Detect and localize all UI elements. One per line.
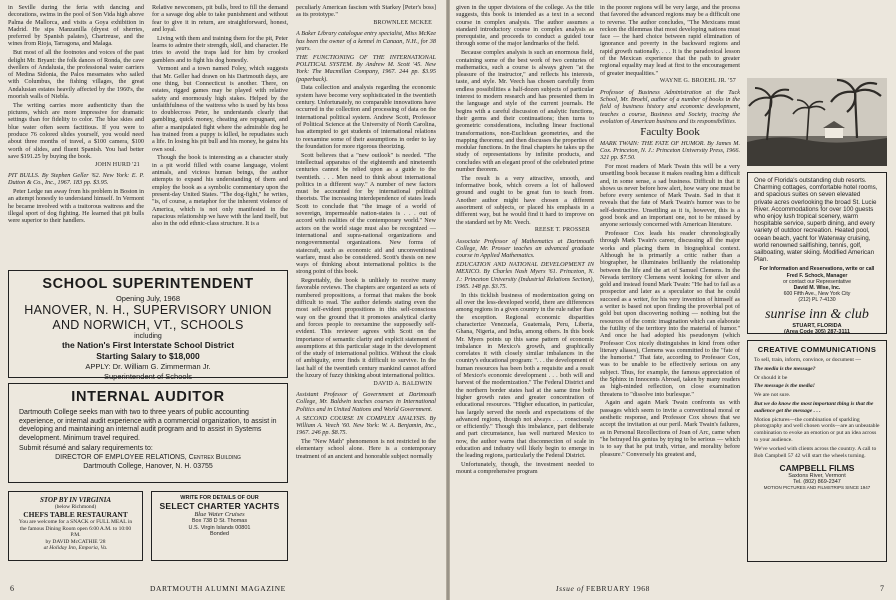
ad-text: To sell, train, inform, convince, or document —	[754, 357, 861, 363]
review-heading: MARK TWAIN: THE FATE OF HUMOR. By James M. Cox. Princeton, N. J.: Princeton University Press, 1966. 321 pp. $7.50.	[600, 139, 740, 162]
ad-text: Or should it be	[754, 374, 788, 381]
ad-salary: Starting Salary to $18,000	[96, 351, 200, 361]
ad-line: SELECT CHARTER YACHTS	[159, 501, 280, 511]
ad-text: We've worked with clients across the country. A call to Bob Campbell 57 42 will start the wheels turning.	[754, 445, 877, 459]
ad-title: sunrise inn & club	[765, 306, 869, 322]
text-paragraph: Scott believes that a "new outlook" is needed. "The intellectual apparatus of the eighteenth and nineteenth centuries cannot be relied upon as a guide to the twentieth. . . . Men need to think about international politics in a different way." A number of new factors must be accounted for by international political theorists. The increasing interdependence of states leads Scott to conclude that "the image of a world of sovereign, impermeable nation-states is . . . out of accord with realities of the contemporary world." New actors on the world stage must also be recognized — international and supra-national organizations and nongovernmental organizations. New forms of statecraft, such as economic aid and unconventional warfare, must also be considered. Scott's thesis on new ways of thinking about international politics is the strong point of this book.	[296, 151, 436, 276]
right-page	[450, 0, 896, 600]
ad-district-2: AND NORWICH, VT., SCHOOLS	[52, 318, 244, 332]
review-byline: JOHN HURD '21	[94, 161, 140, 168]
ad-tel: Tel. (802) 869-2347	[793, 479, 841, 486]
ad-info: For Information and Reservations, write or call	[759, 266, 875, 273]
superintendent-ad	[8, 270, 288, 381]
ad-info: David M. Wise, Inc.	[793, 285, 841, 292]
charter-yachts-ad	[151, 491, 288, 561]
review-heading: A SECOND COURSE IN COMPLEX ANALYSIS. By William A. Veech '60. New York: W. A. Benjamin, Inc., 1967. 246 pp. $8.75.	[296, 414, 436, 437]
review-byline: DAVID A. BALDWIN	[373, 380, 432, 387]
text-paragraph: Professor Cox leads his reader chronologically through Mark Twain's career, discussing all the major works and placing them in biographical context. Although he is primarily a critic rather than a biographer, he illuminates brilliantly the relationship between the life and the art of Samuel Clemens. In the Nevada territory Clemens went looking for silver and gold and instead found Mark Twain: "He had to fail as a prospector and later as a speculator so that he could succeed as a writer, for his very invention of himself as a writer is based not upon finding the proverbial pot of gold but upon discovering nothing — nothing but the resources of the comic imagination which can elaborate the futility of the territory into the material of humor." And once he had adopted his pseudonym (which Professor Cox nicely distinguishes in kind from other literary aliases), Clemens was committed to the "fate of the humorist." That fate, according to Professor Cox, was to be unable to be effectively serious on any subject. Thus, for example, the famous appreciation of the Sphinx in Innocents Abroad, taken by many readers as high-minded reflection, on close examination threatens to "dissolve into burlesque."	[600, 230, 740, 398]
ad-line: You are welcome for a SNACK or FULL MEAL in the famous Dining Room open 6:00 A.M. to 10:00 P.M.	[18, 519, 133, 538]
text-paragraph: peculiarly American fascism with Starkey [Peter's boss] as its prototype."	[296, 4, 436, 19]
ad-including: including	[134, 333, 162, 340]
text-paragraph: Though the book is interesting as a character study in a pit world filled with coarse language, violent animals, and vicious human beings, the author attempts to expand his understanding of them and employ the book as a symbolic commentary upon the present-day United States. "The dog-fight," he writes, "is, of course, a metaphor for the inherent violence of America, which is not only manifested in the rapacious relationship we have with the land itself, but also in the odd ethnic-class structure. It is a	[152, 154, 288, 228]
text-paragraph: given in the upper divisions of the college. As the title suggests, this book is intended as a text in a second course in complex analysis. The author assumes a standard introductory course in complex analysis as prerequisite, and proceeds to conduct a guided tour through some of the major landmarks of the field.	[456, 4, 594, 48]
ad-text: But we do know the most important thing is that the audience get the message . . .	[754, 400, 874, 414]
text-paragraph: Relative newcomers, pit bulls, bred to fill the demand for a savage dog able to take punishment and without fear to give it in return, are straightforward, honest, and loyal.	[152, 4, 288, 33]
footer-title: DARTMOUTH ALUMNI MAGAZINE	[150, 584, 286, 593]
ad-apply: APPLY: Dr. William G. Zimmerman Jr.	[85, 362, 211, 371]
ad-line: CHEFS TABLE RESTAURANT	[23, 510, 128, 519]
left-column-2	[152, 4, 288, 266]
ad-company: CAMPBELL FILMS	[779, 463, 855, 474]
left-column-1	[8, 4, 144, 266]
text-paragraph: The "New Math" phenomenon is not restricted to the elementary school alone. Here is a contemporary treatment of an ancient and honorable subject normally	[296, 437, 436, 460]
ad-title: INTERNAL AUDITOR	[71, 389, 225, 405]
text-paragraph: But most of all the footnotes and voices of the past delight Mr. Bryant: the folk dances of Ronda, the cave dwellers of Andalusia, the professional water carriers of Medina Sidonia, the Palos messmates who sailed with Columbus, the fishing villages, the great Andalusian estates heavily affected by the 1960's, the moorish walls of Niebla.	[8, 49, 144, 101]
ad-role: Superintendent of Schools	[104, 371, 192, 381]
text-paragraph: in Seville during the feria with dancing and decorations, swims in the pool of Son Vida high above Palma de Mallorca, and visits a Goya exhibition in Madrid. He sips Manzanilla (dryest of sherries, preferred by Spanish palates), Chartreuse, and the wines from Rioja, Tarragona, and Malaga.	[8, 4, 144, 48]
ad-line: U.S. Virgin Islands 00801	[188, 524, 251, 531]
ad-place: Saxtons River, Vermont	[788, 473, 846, 480]
sunrise-inn-ad	[747, 172, 887, 334]
ad-title: SCHOOL SUPERINTENDENT	[42, 276, 254, 292]
text-paragraph: For most readers of Mark Twain this will be a very unsettling book because it makes reading him a difficult and, in some sense, a sad business. Difficult in that it shows us never before how alert, how wary one must be before every sentence of Mark Twain. Sad in that it reveals that the fate of Mark Twain's humor was to be self-destructive. Unsettling as it is, however, this is a good book and an important one, not to be missed by anyone seriously concerned with American literature.	[600, 162, 740, 229]
reviewer-note: A Baker Library catalogue entry specialist, Miss McKee has been the owner of a kennel in Canaan, N.H., for 38 years.	[296, 30, 436, 52]
ad-info: 600 Fifth Ave., New York City	[783, 291, 851, 298]
ad-intro: One of Florida's outstanding club resorts. Charming cottages, comfortable hotel rooms, and spacious suites on seven elevated private acres overlooking the broad St. Lucie River. Accommodations for over 100 guests who enjoy lush tropical scenery, warm hospitable service, superb dining, and every variety of outdoor recreation. Heated pool, ocean beach, yacht for Waterway cruising, world renowned sailfishing, tennis, golf, sailboating, water skiing. Modified American Plan.	[754, 177, 878, 264]
ad-line: STOP BY IN VIRGINIA	[39, 496, 112, 504]
text-paragraph: Living with them and training them for the pit, Peter learns to admire their strength, skill, and character. He tries to avoid the traps laid for him by crooked gamblers and to fight his dog honestly.	[152, 34, 288, 64]
ad-nation: the Nation's First Interstate School District	[61, 340, 235, 350]
ad-line: Blue Water Cruises	[194, 511, 245, 518]
reviewer-note: Associate Professor of Mathematics at Dartmouth College, Mr. Prosser teaches an advanced graduate course in Applied Mathematics.	[456, 237, 594, 260]
text-paragraph: Again and again Mark Twain confronts us with passages which seem to invite a conventional moral or aesthetic response, and Professor Cox shows that we accept the invitation at our peril. Mark Twain's failures, as in Personal Recollections of Joan of Arc, came when "he betrayed his genius by trying to be serious — which is to say that he put truth, virtue, and morality before pleasure." Conversely his greatest and,	[600, 399, 740, 458]
review-byline: BROWNLEE MCKEE	[373, 20, 432, 27]
text-paragraph: Data collection and analysis regarding the economic system have become very sophisticated in the twentieth century. Unfortunately, no comparable innovations have occurred in the collection and processing of data on the international political system. Andrew Scott, Professor of Political Science at the University of North Carolina, has attempted to get students of international relations to reexamine some of their assumptions in order to lay the foundation for more rigorous theorizing.	[296, 84, 436, 150]
footer-issue-label: Issue of	[556, 584, 584, 593]
text-paragraph: In this ticklish business of modernization going on all over the less-developed world, there are differences among regions in a given country in the rule rather than the exception. Regional economic disparities characterize Venezuela, Guatemala, Peru, Liberia, Ghana, Nigeria, and India, among others. In this book Mr. Myers points up this same pattern of economic imbalance in Mexico's growth, and graphically correlates it with closely similar imbalances in the country's educational program: ". . . the development of human resources has been both a requisite and a result of Mexico's economic development . . . both will and harvest of the modernization." The Federal District and the northern border states had at the same time both higher growth rates and greater concentration of educational resources. "Higher education, in particular, has largely served the needs and expectations of the advanced regions, though not always . . . consciously or efficiently." Though this imbalance, part deliberate and part circumstance, has well nurtured Mexico to now, the author warns that disconnection of scale in education and industry will likely begin to emerge in the leading regions, particularly the Federal District.	[456, 291, 594, 460]
text-paragraph: Regrettably, the book is unlikely to receive many favorable reviews. The chapters are organized as sets of numbered propositions, a format that makes the book difficult to read. The author defends stating even the most self-evident propositions in this self-conscious way on the ground that it promotes analytical clarity and forces people to reexamine the supposedly self-evident. This reviewer agrees with Scott on the importance of semantic clarity and explicit statement of assumptions at this particular stage in the development of the study of international politics. Without the cloak of ambiguity, error finds it difficult to survive. In the last half of the twentieth century mankind cannot afford the luxury of fuzzy thinking about international politics.	[296, 277, 436, 380]
ad-info: (212) PL 7-4130	[798, 297, 836, 304]
right-column-1	[456, 4, 594, 578]
ad-director: DIRECTOR OF EMPLOYEE RELATIONS, Centrex Building	[55, 453, 241, 461]
internal-auditor-ad	[8, 383, 288, 483]
ad-phone: (Area Code 305) 287-3111	[783, 328, 851, 335]
page-number: 7	[880, 584, 884, 593]
ad-text: The message is the media!	[754, 383, 815, 390]
text-paragraph: The writing carries more authenticity than the pictures, which are more impressive for dramatic settings than for fidelity to color. The blue skies and blue water often seem factitious. If you were to produce 76 colored slides yourself, you would need about three months of travel, a $100 camera, $100 worth of slides, and fluent Spanish. You had better save $191.25 by buying the book.	[8, 101, 144, 160]
ad-line: at Holiday Inn, Emporia, Va.	[43, 545, 108, 551]
ad-district: HANOVER, N. H., SUPERVISORY UNION	[24, 303, 272, 317]
review-heading: PIT BULLS. By Stephen Geller '62. New York: E. P. Dutton & Co., Inc., 1967. 183 pp. $3.95.	[8, 172, 144, 187]
ad-title: CREATIVE COMMUNICATIONS	[757, 345, 877, 354]
ad-opening: Opening July, 1968	[115, 294, 181, 303]
palm-tree-photo-icon	[747, 78, 887, 166]
ad-address: Dartmouth College, Hanover, N. H. 03755	[83, 462, 213, 470]
ad-line: WRITE FOR DETAILS OF OUR	[180, 495, 259, 501]
ad-body: Dartmouth College seeks man with two to three years of public accounting experience, or internal audit experience with a commercial organization, to assist in developing and maintaining an internal audit program and to assist in Systems development. Minimum travel required.	[19, 409, 277, 442]
left-column-3	[296, 4, 436, 578]
text-paragraph: Peter Ledge ran away from his problem in Boston in an attempt honestly to understand himself. In Vermont he became involved with a traitorous waitress and the illegal sport of dog fighting. He learned that pit bulls were superior to their handlers.	[8, 188, 144, 225]
review-heading: EDUCATION AND NATIONAL DEVELOPMENT IN MEXICO. By Charles Nash Myers '61. Princeton, N. J.: Princeton University (Industrial Relations Section), 1965. 148 pp. $3.75.	[456, 261, 594, 290]
text-paragraph: Unfortunately, though, the investment needed to mount a comprehensive program	[456, 461, 594, 476]
ad-location: STUART, FLORIDA	[792, 322, 842, 329]
reviewer-note: Professor of Business Administration at the Tuck School, Mr. Broehl, author of a number of books in the field of business history and economic development, teaches a course, Business and Society, tracing the evolution of American business and its responsibilities.	[600, 88, 740, 125]
review-byline: WAYNE G. BROEHL JR. '57	[659, 78, 736, 85]
ad-line: MOTION PICTURES AND FILMSTRIPS SINCE 1947	[763, 485, 871, 491]
page-number: 6	[10, 584, 14, 593]
faculty-book-heading: Faculty Book	[640, 126, 700, 139]
ad-text: We are not sure.	[754, 392, 791, 399]
footer-date: FEBRUARY 1968	[586, 584, 650, 593]
reviewer-note: Assistant Professor of Government at Dartmouth College, Mr. Baldwin teaches courses in International Politics and in United Nations and World Government.	[296, 391, 436, 413]
ad-line: (below Richmond)	[54, 504, 97, 510]
ad-info: Fred F. Schock, Manager	[786, 272, 848, 279]
ad-line: by DAVID McCATHIE '28	[45, 538, 106, 545]
ad-line: Bonded	[210, 531, 229, 537]
left-page	[0, 0, 446, 600]
ad-text: Motion pictures—the combination of sparkling photography and well chosen words—are an unbeatable combination to evoke an emotion or put an idea across to your audience.	[754, 416, 880, 443]
ad-submit: Submit résumé and salary requirements to:	[19, 445, 153, 453]
ad-info: or contact our Representative	[782, 278, 852, 285]
chefs-table-ad	[8, 491, 143, 561]
text-paragraph: Vermont and a town named Foley, which suggests that Mr. Geller had drawn on his Dartmouth days, are one thing, but Connecticut is another. There, on estates, rigged games may be played with relative safety and enormously high stakes. Helped by the unfaithfulness of the waitress who is used by his boss to doublecross Peter, he understands clearly that gambling, quick money, cheating are repugnant, and after a manipulated fight where the admirable dog he has trained from a puppy is killed, he repudiates such a life. In losing his pit bull and his money, he gains his own soul.	[152, 65, 288, 153]
resort-photo	[747, 78, 887, 166]
ad-line: Box 738 D St. Thomas	[191, 518, 248, 524]
review-byline: REESE T. PROSSER	[534, 227, 590, 234]
review-heading: THE FUNCTIONING OF THE INTERNATIONAL POLITICAL SYSTEM. By Andrew M. Scott '45. New York: The Macmillan Company, 1967. 244 pp. $3.95 (paperback).	[296, 53, 436, 83]
text-paragraph: The result is a very attractive, smooth, and informative book, which covers a lot of hallowed ground and ought to be great fun to teach from. Another author might have chosen a different assortment of subjects, or placed his emphasis in a different way, but he would find it hard to improve on the standard set by Mr. Veech.	[456, 174, 594, 226]
ad-text: The media is the message?	[754, 365, 816, 372]
text-paragraph: in the poorer regions will be very large, and the process that favored the advanced regions may be a difficult one to reverse. The author concludes, "The Mexicans must reckon the dilemmas that most developing nations must face — the hard choice between rapid elimination of ignorance and poverty in the backward regions and rapid growth nationally. . . . It is the paradoxical lesson of the Mexican experience that the path to greater regional equality may lead at first to the encouragement of greater inequalities."	[600, 4, 740, 77]
right-column-2	[600, 4, 740, 578]
creative-communications-ad	[747, 340, 887, 562]
text-paragraph: Because complex analysis is such an enormous field, containing some of the best work of two centuries of mathematics, such a course is always given "at the pleasure of the instructor," and reflects his interests, taste, and style. Mr. Veech has chosen carefully from endless possibilities a half-dozen subjects of particular interest to modern research and has presented them in the language and style of the current journals. He begins with a careful discussion of analytic functions, their germs and their continuations; then turns to geometric considerations, including linear fractional transformations, non-Euclidean geometries, and the mapping theorems; and then discusses the properties of modular functions. In the final chapters he takes up the study of representations by infinite products, and concludes with an elegant proof of the celebrated prime number theorem.	[456, 49, 594, 174]
